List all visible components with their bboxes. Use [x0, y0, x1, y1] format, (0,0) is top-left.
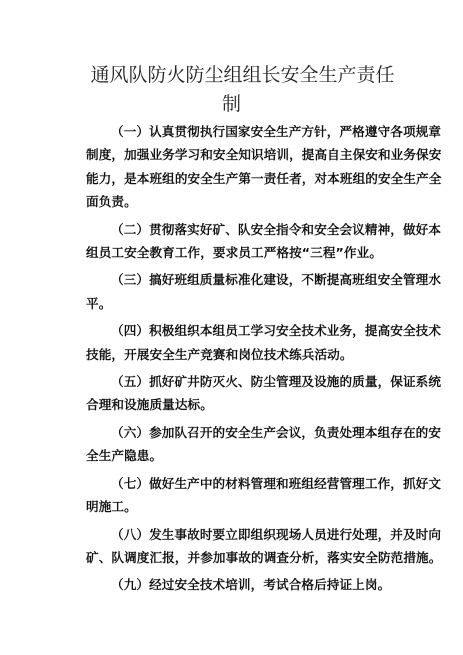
paragraph-line: 矿、队调度汇报，并参加事故的调查分析，落实安全防范措施。 — [86, 549, 442, 565]
paragraph-line: （五）抓好矿井防灭火、防尘管理及设施的质量，保证系统 — [111, 374, 442, 390]
paragraph-line: （六）参加队召开的安全生产会议，负责处理本组存在的安 — [111, 424, 442, 440]
paragraph-7 — [86, 472, 442, 519]
paragraph-2 — [86, 218, 442, 265]
paragraph-9 — [86, 573, 398, 596]
paragraph-line: 平。 — [86, 295, 112, 311]
paragraph-line: 制度，加强业务学习和安全知识培训，提高自主保安和业务保安 — [86, 147, 442, 163]
paragraph-line: （七）做好生产中的材料管理和班组经营管理工作，抓好文 — [111, 475, 442, 491]
paragraph-line: 面负责。 — [86, 194, 137, 210]
document-title-line-2: 制 — [221, 93, 241, 115]
paragraph-line: （三）搞好班组质量标准化建设，不断提高班组安全管理水 — [111, 272, 442, 288]
paragraph-line: （二）贯彻落实好矿、队安全指令和安全会议精神，做好本 — [111, 221, 442, 237]
document-title-line-1: 通风队防火防尘组组长安全生产责任 — [90, 64, 395, 86]
paragraph-line: 明施工。 — [86, 499, 137, 515]
paragraph-line: 技能，开展安全生产竞赛和岗位技术练兵活动。 — [86, 346, 353, 362]
paragraph-5 — [86, 370, 442, 417]
paragraph-line: （四）积极组织本组员工学习安全技术业务，提高安全技术 — [111, 323, 442, 339]
paragraph-6 — [86, 421, 442, 468]
paragraph-8 — [86, 523, 442, 570]
paragraph-4 — [86, 319, 442, 366]
paragraph-line: （八）发生事故时要立即组织现场人员进行处理，并及时向 — [111, 526, 442, 542]
paragraph-3 — [86, 268, 442, 315]
paragraph-line: （九）经过安全技术培训，考试合格后持证上岗。 — [111, 577, 391, 593]
paragraph-line: （一）认真贯彻执行国家安全生产方针，严格遵守各项规章 — [111, 124, 442, 139]
paragraph-line: 组员工安全教育工作，要求员工严格按“三程”作业。 — [86, 245, 383, 261]
document-body — [86, 120, 442, 601]
paragraph-line: 能力，是本班组的安全生产第一责任者，对本班组的安全生产全 — [86, 170, 442, 186]
paragraph-1 — [86, 120, 442, 214]
paragraph-line: 全生产隐患。 — [86, 448, 163, 464]
paragraph-line: 合理和设施质量达标。 — [86, 397, 213, 413]
